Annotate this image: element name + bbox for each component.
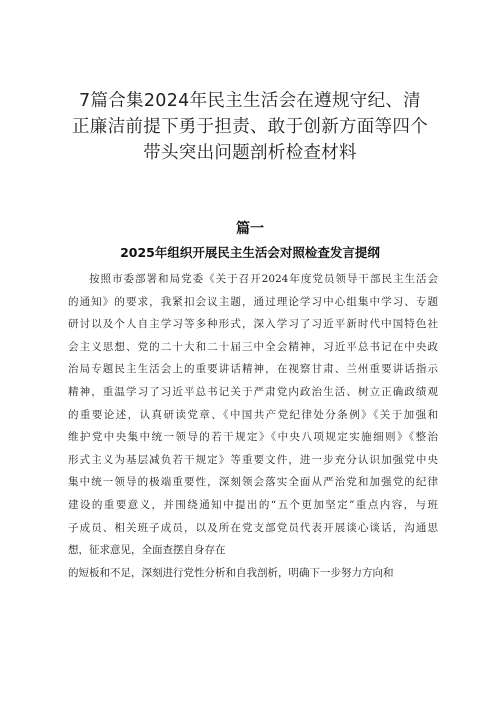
- body-line: 的通知》的要求，我紧扣会议主题，通过理论学习中心组集中学习、专题: [68, 295, 438, 308]
- body-line: 维护党中央集中统一领导的若干规定》《中央八项规定实施细则》《整治: [68, 431, 438, 444]
- body-line: 形式主义为基层减负若干规定》等重要文件，进一步充分认识加强党中央: [68, 453, 438, 466]
- document-title: [60, 88, 440, 166]
- body-line: 精神，重温学习了习近平总书记关于严肃党内政治生活、树立正确政绩观: [68, 385, 438, 398]
- body-paragraph: [68, 268, 438, 584]
- body-line: 建设的重要意义，并围绕通知中提出的“五个更加坚定”重点内容，与班: [68, 498, 438, 511]
- body-line: 研讨以及个人自主学习等多种形式，深入学习了习近平新时代中国特色社: [68, 318, 438, 331]
- title-line: 7篇合集2024年民主生活会在遵规守纪、清: [79, 91, 421, 111]
- body-line: 集中统一领导的极端重要性，深刻领会落实全面从严治党和加强党的纪律: [68, 476, 438, 489]
- body-line: 子成员、相关班子成员，以及所在党支部党员代表开展谈心谈话，沟通思: [68, 521, 438, 534]
- body-line: 会主义思想、党的二十大和二十届三中全会精神，习近平总书记在中央政: [68, 340, 438, 353]
- title-line: 正廉洁前提下勇于担责、敢于创新方面等四个: [72, 117, 428, 137]
- body-line: 想，征求意见，全面查摆自身存在: [68, 544, 226, 557]
- title-line: 带头突出问题剖析检查材料: [143, 143, 357, 163]
- body-line: 按照市委部署和局党委《关于召开2024年度党员领导干部民主生活会: [89, 273, 438, 285]
- section-label: 篇一: [236, 221, 264, 237]
- section-subtitle: 2025年组织开展民主生活会对照检查发言提纲: [120, 245, 380, 260]
- body-line: 的短板和不足，深刻进行党性分析和自我剖析，明确下一步努力方向和: [68, 566, 394, 579]
- body-line: 的重要论述，认真研读党章、《中国共产党纪律处分条例》《关于加强和: [68, 408, 438, 421]
- body-line: 治局专题民主生活会上的重要讲话精神，在视察甘肃、兰州重要讲话指示: [68, 363, 438, 376]
